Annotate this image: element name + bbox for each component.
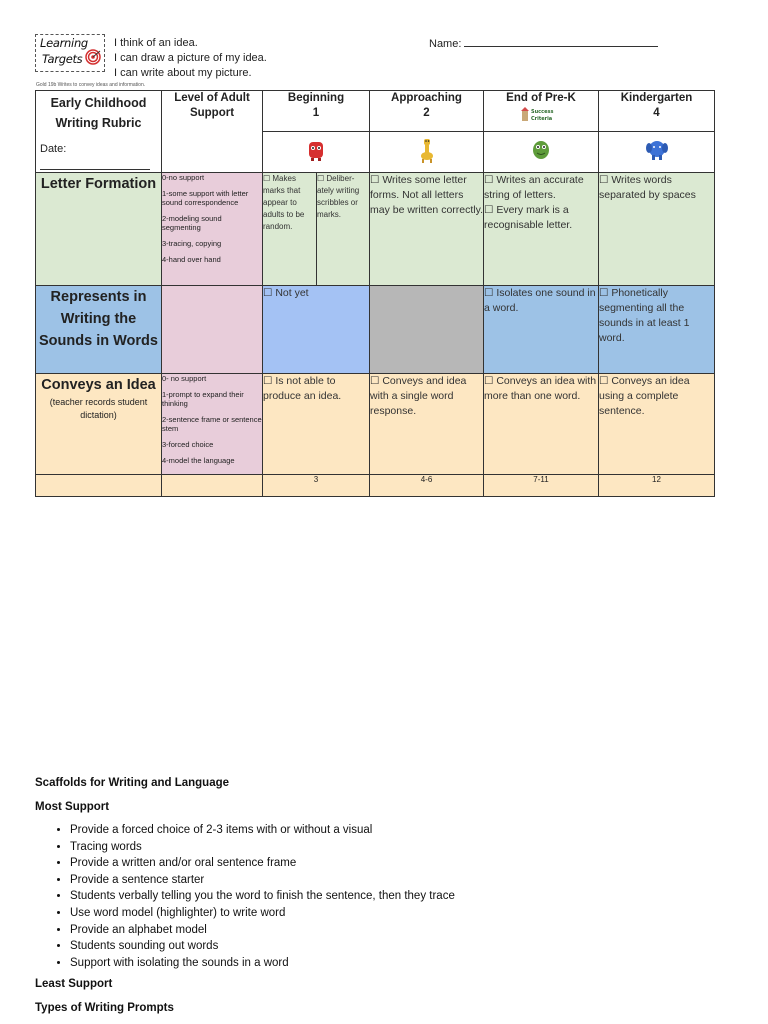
svg-text:Criteria: Criteria [531,116,553,122]
support-level: 4-hand over hand [162,255,221,264]
col-kindergarten [599,91,715,132]
least-support-heading: Least Support [35,978,113,991]
col-approaching [370,91,484,132]
support-level: 4-model the language [162,456,235,465]
score-range: 3 [263,475,370,497]
support-level: 1-some support with letter sound correspondence [162,189,249,207]
criterion-checkbox[interactable]: ☐ Conveys an idea with more than one word. [484,374,599,475]
support-level: 3-tracing, copying [162,239,222,248]
row-subtitle: (teacher records student dictation) [49,397,148,420]
support-level: 0- no support [162,374,207,383]
criterion-checkbox[interactable]: ☐ Not yet [263,286,370,374]
logo-line-2: Targets [42,52,83,66]
criterion-cell-empty [370,286,484,374]
support-level: 3-forced choice [162,440,214,449]
criterion-cell-prek [484,173,599,286]
scaffolds-heading: Scaffolds for Writing and Language [35,777,230,789]
list-item: • Students sounding out words [70,938,455,955]
list-item: • Tracing words [70,839,455,856]
rubric-header-row [36,91,715,132]
name-blank-line[interactable] [464,36,658,47]
support-letter-formation [162,173,263,286]
col-label: Kindergarten [620,92,693,104]
support-level: 0-no support [162,173,205,182]
list-item: • Provide an alphabet model [70,922,455,939]
row-letter-formation [36,173,715,286]
list-item: • Use word model (highlighter) to write word [70,905,455,922]
rubric-title-line-1: Early Childhood [50,96,147,110]
date-blank-line[interactable] [40,157,150,170]
green-monster-icon [530,138,552,162]
blue-elephant-icon [645,138,669,162]
col-end-of-prek [484,91,599,132]
list-item: • Students verbally telling you the word to finish the sentence, then they trace [70,888,455,905]
support-level: 2-modeling sound segmenting [162,214,222,232]
col-beginning [263,91,370,132]
name-field[interactable] [429,36,658,50]
row-title-letter-formation: Letter Formation [36,173,162,286]
score-range: 12 [599,475,715,497]
row-represents-sounds [36,286,715,374]
criterion-checkbox[interactable]: ☐ Phonetically segmenting all the sounds in at least 1 word. [599,286,715,374]
criterion-checkbox[interactable]: ☐ Deliber-ately writing scribbles or marks. [317,173,370,286]
col-number: 4 [653,107,660,119]
scaffolds-list [35,822,455,971]
icon-cell-beginning [263,132,370,173]
logo-line-1: Learning [40,36,88,50]
target-statement: I can write about my picture. [114,67,252,79]
writing-prompts-heading: Types of Writing Prompts [35,1002,174,1015]
criterion-checkbox[interactable]: ☐ Isolates one sound in a word. [484,286,599,374]
red-monster-icon [306,138,326,162]
name-label: Name: [429,38,462,50]
support-conveys-idea [162,374,263,475]
col-label: Beginning [287,92,345,104]
success-criteria-badge-icon [520,106,562,122]
criterion-checkbox[interactable]: ☐ Every mark is a recognisable letter. [484,204,573,231]
row-title-conveys-idea [36,374,162,475]
col-adult-support [162,91,263,173]
date-field[interactable] [36,133,161,170]
date-label: Date: [40,143,67,155]
col-label: End of Pre-K [506,92,576,104]
criterion-checkbox[interactable]: ☐ Makes marks that appear to adults to be random. [263,173,317,286]
icon-cell-kindergarten [599,132,715,173]
list-item: • Support with isolating the sounds in a word [70,955,455,972]
learning-targets-list [114,36,267,81]
list-item: • Provide a written and/or oral sentence frame [70,855,455,872]
col-label: Approaching [391,92,462,104]
criterion-checkbox[interactable]: ☐ Writes some letter forms. Not all letters may be written correctly. [370,173,484,286]
score-range: 4-6 [370,475,484,497]
criterion-checkbox[interactable]: ☐ Writes an accurate string of letters. [484,174,584,201]
criterion-checkbox[interactable]: ☐ Writes words separated by spaces [599,173,715,286]
icon-cell-prek [484,132,599,173]
score-cell-empty [162,475,263,497]
svg-text:Success: Success [531,109,554,115]
row-scores [36,475,715,497]
most-support-heading: Most Support [35,801,110,813]
support-level: 1-prompt to expand their thinking [162,390,244,408]
target-statement: I can draw a picture of my idea. [114,52,267,64]
score-cell-empty [36,475,162,497]
scaffolds-section [35,774,455,1023]
support-level: 2-sentence frame or sentence stem [162,415,262,433]
criterion-checkbox[interactable]: ☐ Conveys and idea with a single word response. [370,374,484,475]
col-label: Level of Adult Support [174,92,250,119]
col-number: 2 [423,107,430,119]
criterion-checkbox[interactable]: ☐ Conveys an idea using a complete sentence. [599,374,715,475]
learning-targets-logo [35,34,105,72]
writing-rubric-table [35,90,715,497]
criterion-checkbox[interactable]: ☐ Is not able to produce an idea. [263,374,370,475]
icon-cell-approaching [370,132,484,173]
row-title-represents-sounds: Represents in Writing the Sounds in Words [36,286,162,374]
target-statement: I think of an idea. [114,37,198,49]
row-conveys-idea [36,374,715,475]
goal-note: Gold 19b Writes to convey ideas and information. [36,82,146,88]
support-represents-sounds [162,286,263,374]
rubric-title-cell [36,91,162,173]
rubric-title-line-2: Writing Rubric [55,116,142,130]
list-item: • Provide a sentence starter [70,872,455,889]
giraffe-icon [418,137,436,163]
target-icon [85,49,101,65]
col-number: 1 [312,107,320,119]
row-title-text: Conveys an Idea [41,377,156,393]
list-item: • Provide a forced choice of 2-3 items with or without a visual [70,822,455,839]
score-range: 7-11 [484,475,599,497]
